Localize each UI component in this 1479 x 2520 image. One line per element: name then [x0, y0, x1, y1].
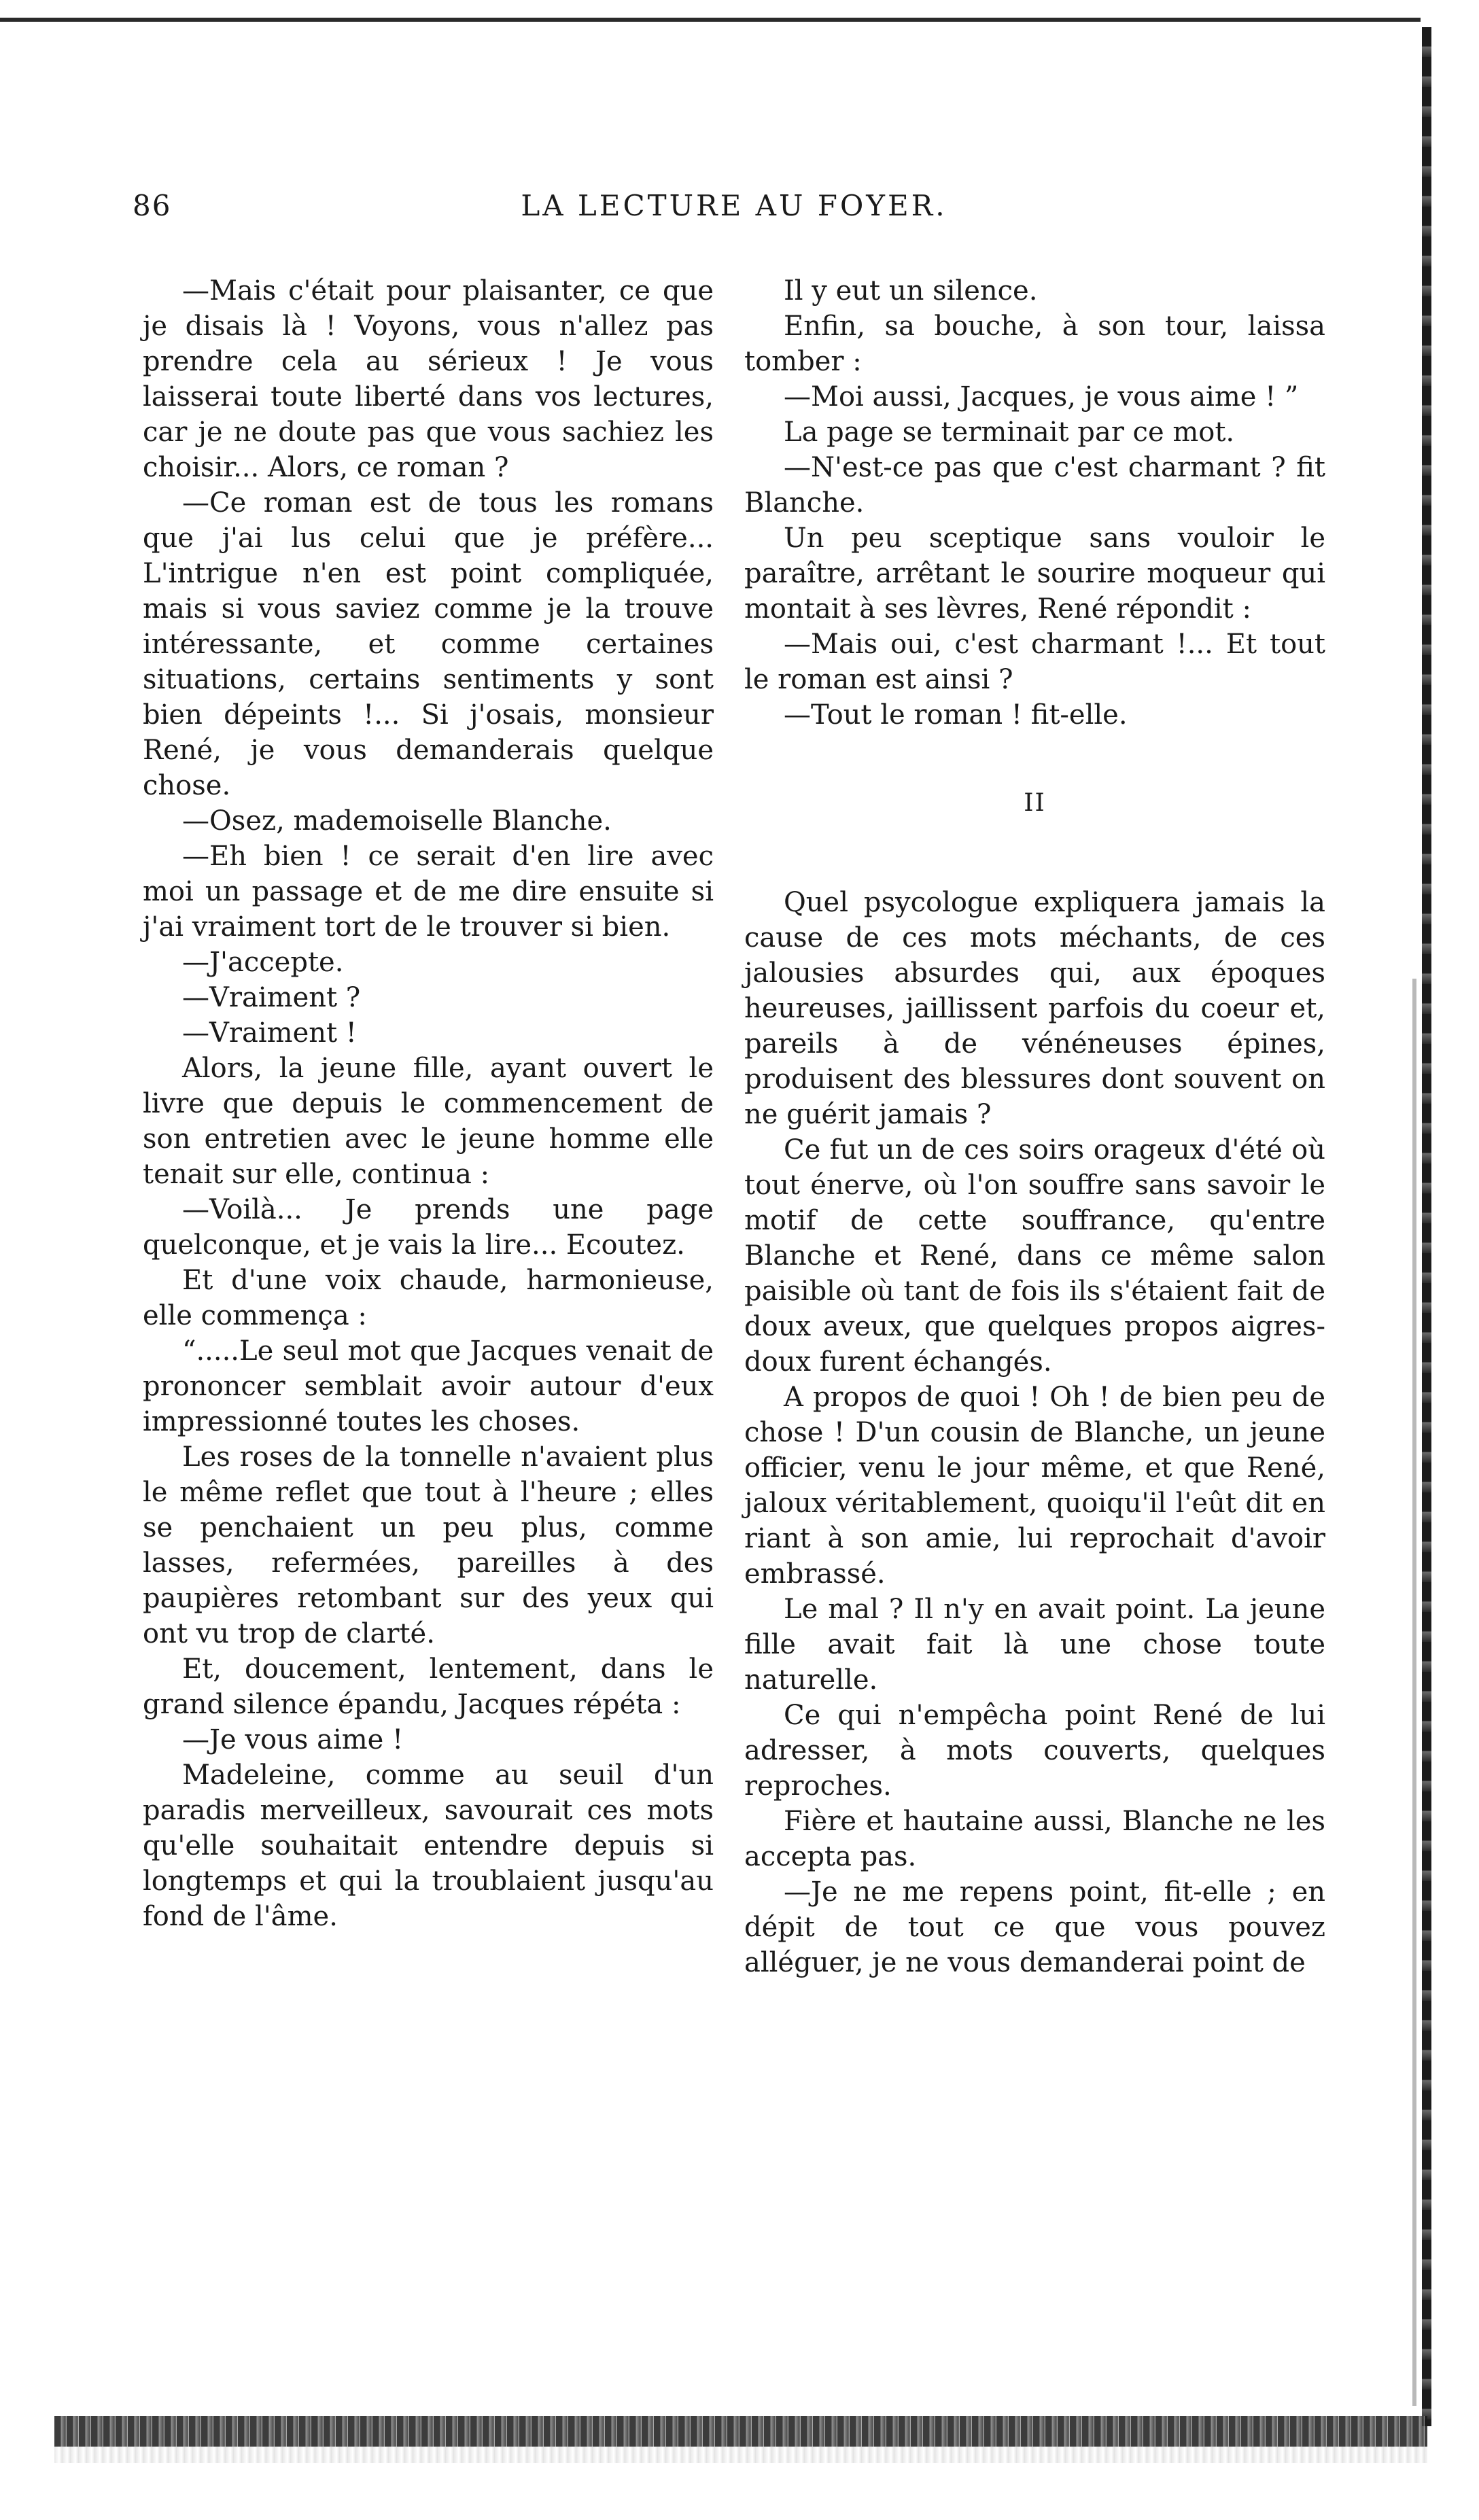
paragraph: —J'accepte.	[182, 947, 344, 978]
scan-noise-bottom-light	[54, 2447, 1427, 2463]
page-edge-inner-shadow	[1412, 979, 1416, 2406]
page-number: 86	[133, 189, 172, 222]
paragraph: Ce qui n'empêcha point René de lui adresser, à mots couverts, quelques reproches.	[744, 1700, 1325, 1802]
page-edge-shadow	[1422, 27, 1431, 2426]
paragraph: Quel psycologue expliquera jamais la cause de ces mots méchants, de ces jalousies absurdes qui, aux époques heureuses, jaillissent parfois du coeur et, pareils à de vénéneuses épines, produisent des blessures dont souvent on ne guérit jamais ?	[744, 887, 1325, 1130]
paragraph: —Osez, mademoiselle Blanche.	[182, 805, 612, 837]
paragraph: Il y eut un silence.	[784, 275, 1038, 307]
paragraph: Alors, la jeune fille, ayant ouvert le livre que depuis le commencement de son entretien avec le jeune homme elle tenait sur elle, continua :	[143, 1053, 714, 1190]
top-rule	[0, 18, 1421, 22]
paragraph: —Je vous aime !	[182, 1724, 404, 1755]
paragraph: —Je ne me repens point, fit-elle ; en dépit de tout ce que vous pouvez alléguer, je ne vous demanderai point de	[744, 1876, 1325, 1978]
paragraph: —Mais oui, c'est charmant !... Et tout le roman est ainsi ?	[744, 629, 1325, 695]
paragraph: Et, doucement, lentement, dans le grand silence épandu, Jacques répéta :	[143, 1653, 714, 1720]
paragraph: Madeleine, comme au seuil d'un paradis merveilleux, savourait ces mots qu'elle souhaitait entendre depuis si longtemps et qui la troublaient jusqu'au fond de l'âme.	[143, 1760, 714, 1932]
paragraph: —Voilà... Je prends une page quelconque, et je vais la lire... Ecoutez.	[143, 1194, 714, 1261]
paragraph: Un peu sceptique sans vouloir le paraître, arrêtant le sourire moqueur qui montait à ses lèvres, René répondit :	[744, 523, 1325, 625]
paragraph: —Eh bien ! ce serait d'en lire avec moi un passage et de me dire ensuite si j'ai vraiment tort de le trouver si bien.	[143, 841, 714, 943]
paragraph: —N'est-ce pas que c'est charmant ? fit Blanche.	[744, 452, 1325, 519]
scan-noise-bottom	[54, 2416, 1427, 2447]
paragraph: Les roses de la tonnelle n'avaient plus le même reflet que tout à l'heure ; elles se penchaient un peu plus, comme lasses, refermées, pareilles à des paupières retombant sur des yeux qui ont vu trop de clarté.	[143, 1441, 714, 1649]
running-title: LA LECTURE AU FOYER.	[521, 189, 947, 222]
paragraph: —Moi aussi, Jacques, je vous aime ! ”	[784, 381, 1299, 413]
paragraph: Ce fut un de ces soirs orageux d'été où tout énerve, où l'on souffre sans savoir le motif de cette souffrance, qu'entre Blanche et René, dans ce même salon paisible où tant de fois ils s'étaient fait de doux aveux, que quelques propos aigres-doux furent échangés.	[744, 1134, 1325, 1378]
section-number: II	[1024, 789, 1046, 817]
paragraph: “.....Le seul mot que Jacques venait de prononcer semblait avoir autour d'eux impressionné toutes les choses.	[143, 1335, 714, 1437]
paragraph: A propos de quoi ! Oh ! de bien peu de chose ! D'un cousin de Blanche, un jeune officier, venu le jour même, et que René, jaloux véritablement, quoiqu'il l'eût dit en riant à son amie, lui reprochait d'avoir embrassé.	[744, 1382, 1325, 1590]
paragraph: Et d'une voix chaude, harmonieuse, elle commença :	[143, 1265, 714, 1331]
paragraph: —Ce roman est de tous les romans que j'ai lus celui que je préfère... L'intrigue n'en est point compliquée, mais si vous saviez comme je la trouve intéressante, et comme certaines situations, certains sentiments y sont bien dépeints !... Si j'osais, monsieur René, je vous demanderais quelque chose.	[143, 487, 714, 801]
page-header	[133, 189, 1336, 243]
paragraph: Enfin, sa bouche, à son tour, laissa tomber :	[744, 311, 1325, 377]
paragraph: Fière et hautaine aussi, Blanche ne les accepta pas.	[744, 1806, 1325, 1872]
left-column	[143, 273, 714, 1934]
paragraph: —Tout le roman ! fit-elle.	[784, 699, 1128, 731]
paragraph: Le mal ? Il n'y en avait point. La jeune fille avait fait là une chose toute naturelle.	[744, 1594, 1325, 1696]
paragraph: —Vraiment !	[182, 1017, 357, 1049]
paragraph: La page se terminait par ce mot.	[784, 417, 1235, 448]
right-column	[744, 273, 1325, 1980]
paragraph: —Vraiment ?	[182, 982, 361, 1013]
paragraph: —Mais c'était pour plaisanter, ce que je disais là ! Voyons, vous n'allez pas prendre cela au sérieux ! Je vous laisserai toute liberté dans vos lectures, car je ne doute pas que vous sachiez les choisir... Alors, ce roman ?	[143, 275, 714, 483]
